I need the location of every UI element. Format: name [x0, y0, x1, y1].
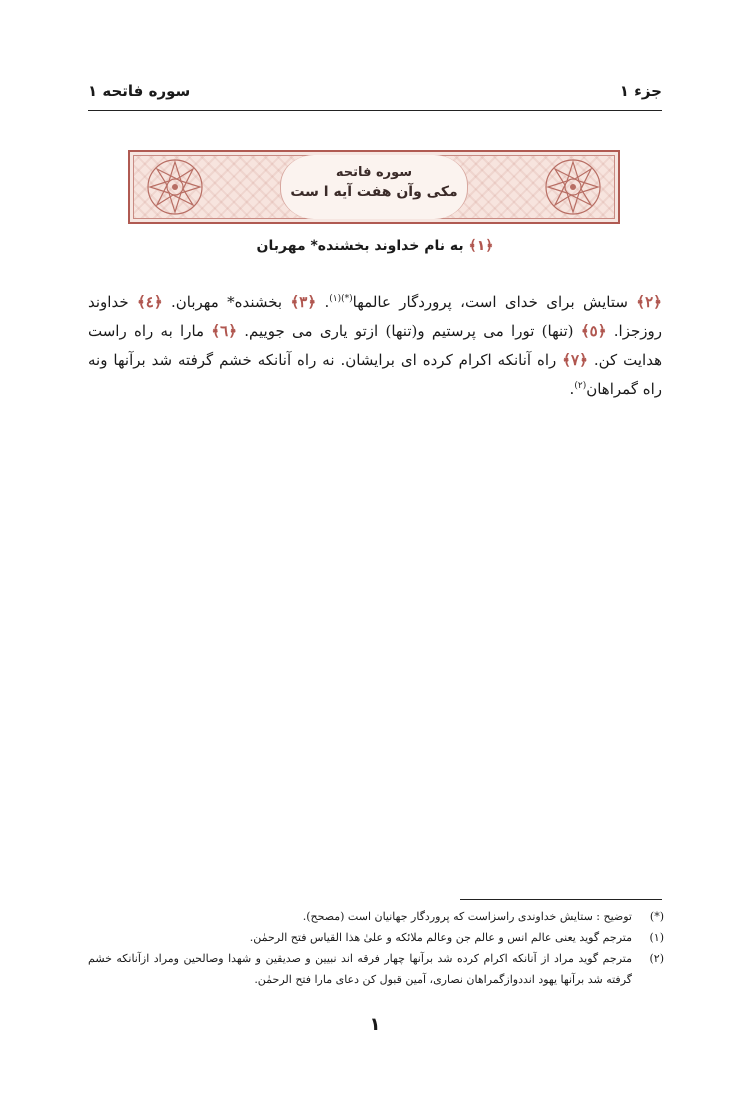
verse-4: خداوند روزجزا.: [88, 293, 662, 340]
surah-info: مکی وآن هفت آیه ا ست: [290, 184, 458, 200]
verse-5: (تنها) تورا می پرستیم و(تنها) ازتو یاری می جوییم.: [244, 322, 574, 340]
footnote-number: (۲): [649, 952, 664, 965]
verse-marker: ﴿١﴾: [468, 238, 494, 254]
header-juz: جزء ۱: [619, 82, 662, 100]
verse-marker: ﴿٧﴾: [562, 351, 588, 369]
verse-7-end: .: [569, 380, 575, 398]
footnote-text: مترجم گوید یعنی عالم انس و عالم جن وعالم ملائکه و علیٰ هذا القیاس فتح الرحمٰن.: [249, 931, 632, 944]
footnote-ref: (۲): [574, 381, 587, 391]
verse-7: راه آنانکه اکرام کرده ای برایشان. نه راه آنانکه خشم گرفته شد برآنها ونه راه گمراهان: [88, 351, 662, 398]
verse-marker: ﴿٦﴾: [211, 322, 237, 340]
verse-6: مارا به راه راست هدایت کن.: [88, 322, 662, 369]
surah-name: سوره فاتحه: [335, 165, 413, 180]
header-surah: سوره فاتحه ۱: [88, 82, 191, 100]
verse-2: ستایش برای خدای است، پروردگار عالمها: [352, 293, 628, 311]
footnotes: [88, 906, 664, 990]
bismillah-line: [88, 238, 662, 254]
footnote-number: (۱): [649, 931, 664, 944]
footnote: [88, 927, 664, 948]
footnote: [88, 906, 664, 927]
verse-marker: ﴿٤﴾: [136, 293, 163, 311]
footnote-divider: [460, 899, 662, 900]
bismillah-text: به نام خداوند بخشنده* مهربان: [256, 238, 464, 254]
footnote-text: توضیح : ستایش خداوندی راسزاست که پروردگار جهانیان است (مصحح).: [302, 910, 632, 923]
page-number: ۱: [369, 1014, 381, 1035]
header-divider: [88, 110, 662, 111]
translation-text: [88, 288, 662, 404]
footnote-number: (*): [649, 910, 664, 923]
verse-marker: ﴿٢﴾: [636, 293, 662, 311]
footnote: [88, 948, 664, 990]
verse-marker: ﴿٣﴾: [290, 293, 317, 311]
verse-marker: ﴿٥﴾: [580, 322, 607, 340]
surah-banner: [128, 150, 620, 224]
rosette-ornament-icon: [144, 156, 206, 218]
footnote-ref: (*)(۱): [329, 294, 353, 304]
page-header: [88, 82, 662, 110]
banner-title-panel: [280, 155, 468, 219]
verse-3: بخشنده* مهربان.: [170, 293, 283, 311]
footnote-text: مترجم گوید مراد از آنانکه اکرام کرده شد برآنها چهار فرقه اند نبیین و صدیقین و شهدا وصالحین ومراد ازآنانکه خشم گرفته شد برآنها یهود انددوازگمراهان نصاری، آمین قبول کن دعای مارا فتح الرحمٰن.: [88, 952, 632, 986]
verse-2-end: .: [324, 293, 330, 311]
rosette-ornament-icon: [542, 156, 604, 218]
